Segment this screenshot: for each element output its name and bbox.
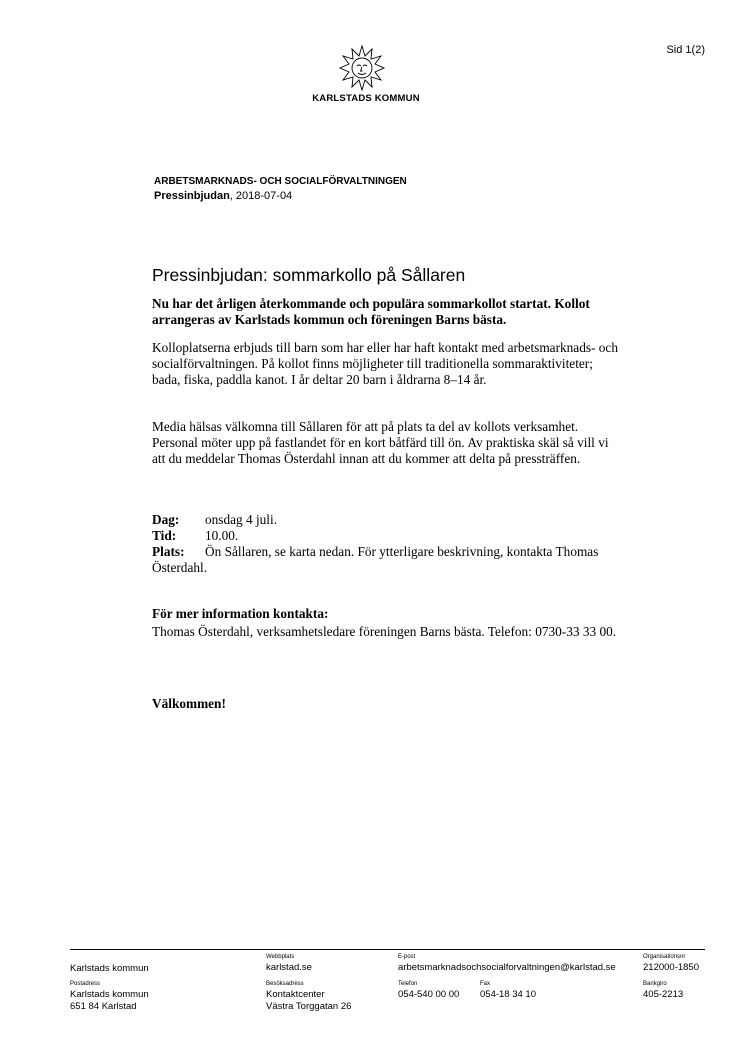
footer-bankgiro-label: Bankgiro [643,981,667,987]
footer-divider [70,949,705,950]
time-value: 10.00. [205,528,239,543]
footer-org-name: Karlstads kommun [70,963,149,974]
document-date: , 2018-07-04 [229,190,293,202]
page-number: Sid 1(2) [666,44,705,56]
footer-visit-line1: Kontaktcenter [266,989,325,1000]
detail-day [152,512,622,528]
place-value: Ön Sållaren, se karta nedan. För ytterligare beskrivning, kontakta Thomas Österdahl. [152,544,599,575]
footer-bankgiro-value: 405-2213 [643,989,684,1000]
footer-web-label: Webbplats [266,954,295,960]
sun-logo-icon [338,44,386,92]
footer-phone-label: Telefon [398,981,418,987]
org-name: KARLSTADS KOMMUN [312,93,420,104]
footer-postal-line1: Karlstads kommun [70,989,149,1000]
document-type: Pressinbjudan [154,190,230,202]
page-title: Pressinbjudan: sommarkollo på Sållaren [152,265,466,285]
lead-paragraph: Nu har det årligen återkommande och populära sommarkollot startat. Kollot arrangeras av Karlstads kommun och föreningen Barns bästa. [152,296,590,327]
detail-place [152,544,622,576]
footer-postal-label: Postadress [70,981,101,987]
footer-orgnr-label: Organisationsnr [643,954,686,960]
body-paragraph-2: Media hälsas välkomna till Sållaren för att på plats ta del av kollots verksamhet. Personal möter upp på fastlandet för en kort båtfärd till ön. Av praktiska skäl så vill vi att du meddelar Thomas Österdahl innan att du kommer att delta på pressträffen. [152,419,609,466]
footer-visit-line2: Västra Torggatan 26 [266,1001,352,1012]
footer-visit-label: Besöksadress [266,981,304,987]
footer-web-link[interactable]: karlstad.se [266,962,312,973]
closing-text: Välkommen! [152,696,226,711]
contact-text: Thomas Österdahl, verksamhetsledare föreningen Barns bästa. Telefon: 0730-33 33 00. [152,624,617,639]
footer-postal-line2: 651 84 Karlstad [70,1001,137,1012]
department-name: ARBETSMARKNADS- OCH SOCIALFÖRVALTNINGEN [154,176,407,187]
footer-fax-label: Fax [480,981,491,987]
footer-orgnr-value: 212000-1850 [643,962,699,973]
contact-heading: För mer information kontakta: [152,606,329,621]
footer-phone-value: 054-540 00 00 [398,989,460,1000]
detail-time [152,528,622,544]
event-details [152,512,622,576]
time-label: Tid: [152,528,177,543]
footer-email-link[interactable]: arbetsmarknadsochsocialforvaltningen@karlstad.se [398,962,616,973]
footer-fax-value: 054-18 34 10 [480,989,536,1000]
day-label: Dag: [152,512,180,527]
footer-email-label: E-post [398,954,416,960]
body-paragraph-1: Kolloplatserna erbjuds till barn som har eller har haft kontakt med arbetsmarknads- och socialförvaltningen. På kollot finns möjligheter till traditionella sommaraktiviteter; bada, fiska, paddla kanot. I år deltar 20 barn i åldrarna 8–14 år. [152,340,618,387]
day-value: onsdag 4 juli. [205,512,278,527]
place-label: Plats: [152,544,185,559]
document-type-line [154,190,292,202]
